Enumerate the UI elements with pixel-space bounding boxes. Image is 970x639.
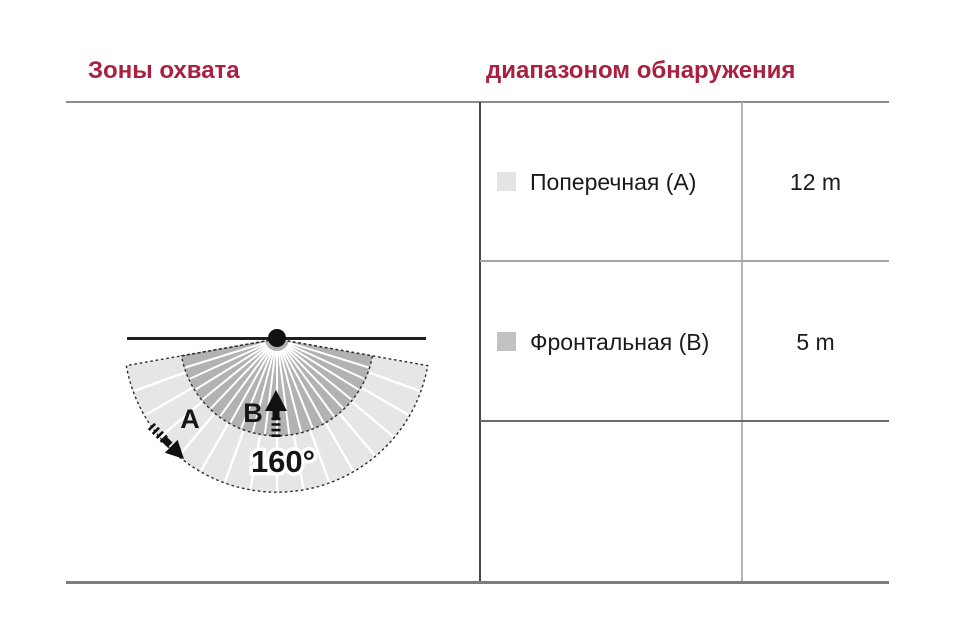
section-title-detection-range: диапазоном обнаружения — [486, 57, 796, 84]
table-row-divider-1 — [480, 260, 889, 262]
sensor-dot — [268, 329, 286, 347]
table-row-divider-2 — [480, 420, 889, 422]
zone-a-row-label: Поперечная (A) — [530, 169, 697, 195]
zone-a-color-swatch — [497, 172, 516, 191]
zone-b-row-value: 5 m — [796, 329, 835, 355]
zone-b-color-swatch — [497, 332, 516, 351]
zone-b-row-label: Фронтальная (B) — [530, 329, 710, 355]
arrow-a-shaft — [163, 438, 170, 445]
zone-a-row-value: 12 m — [789, 169, 842, 195]
zone-b-diagram-label: B — [243, 398, 263, 428]
section-title-coverage-zones: Зоны охвата — [88, 57, 240, 84]
zone-a-diagram-label: A — [180, 404, 200, 434]
angle-label: 160° — [250, 444, 316, 479]
coverage-diagram — [0, 0, 480, 639]
